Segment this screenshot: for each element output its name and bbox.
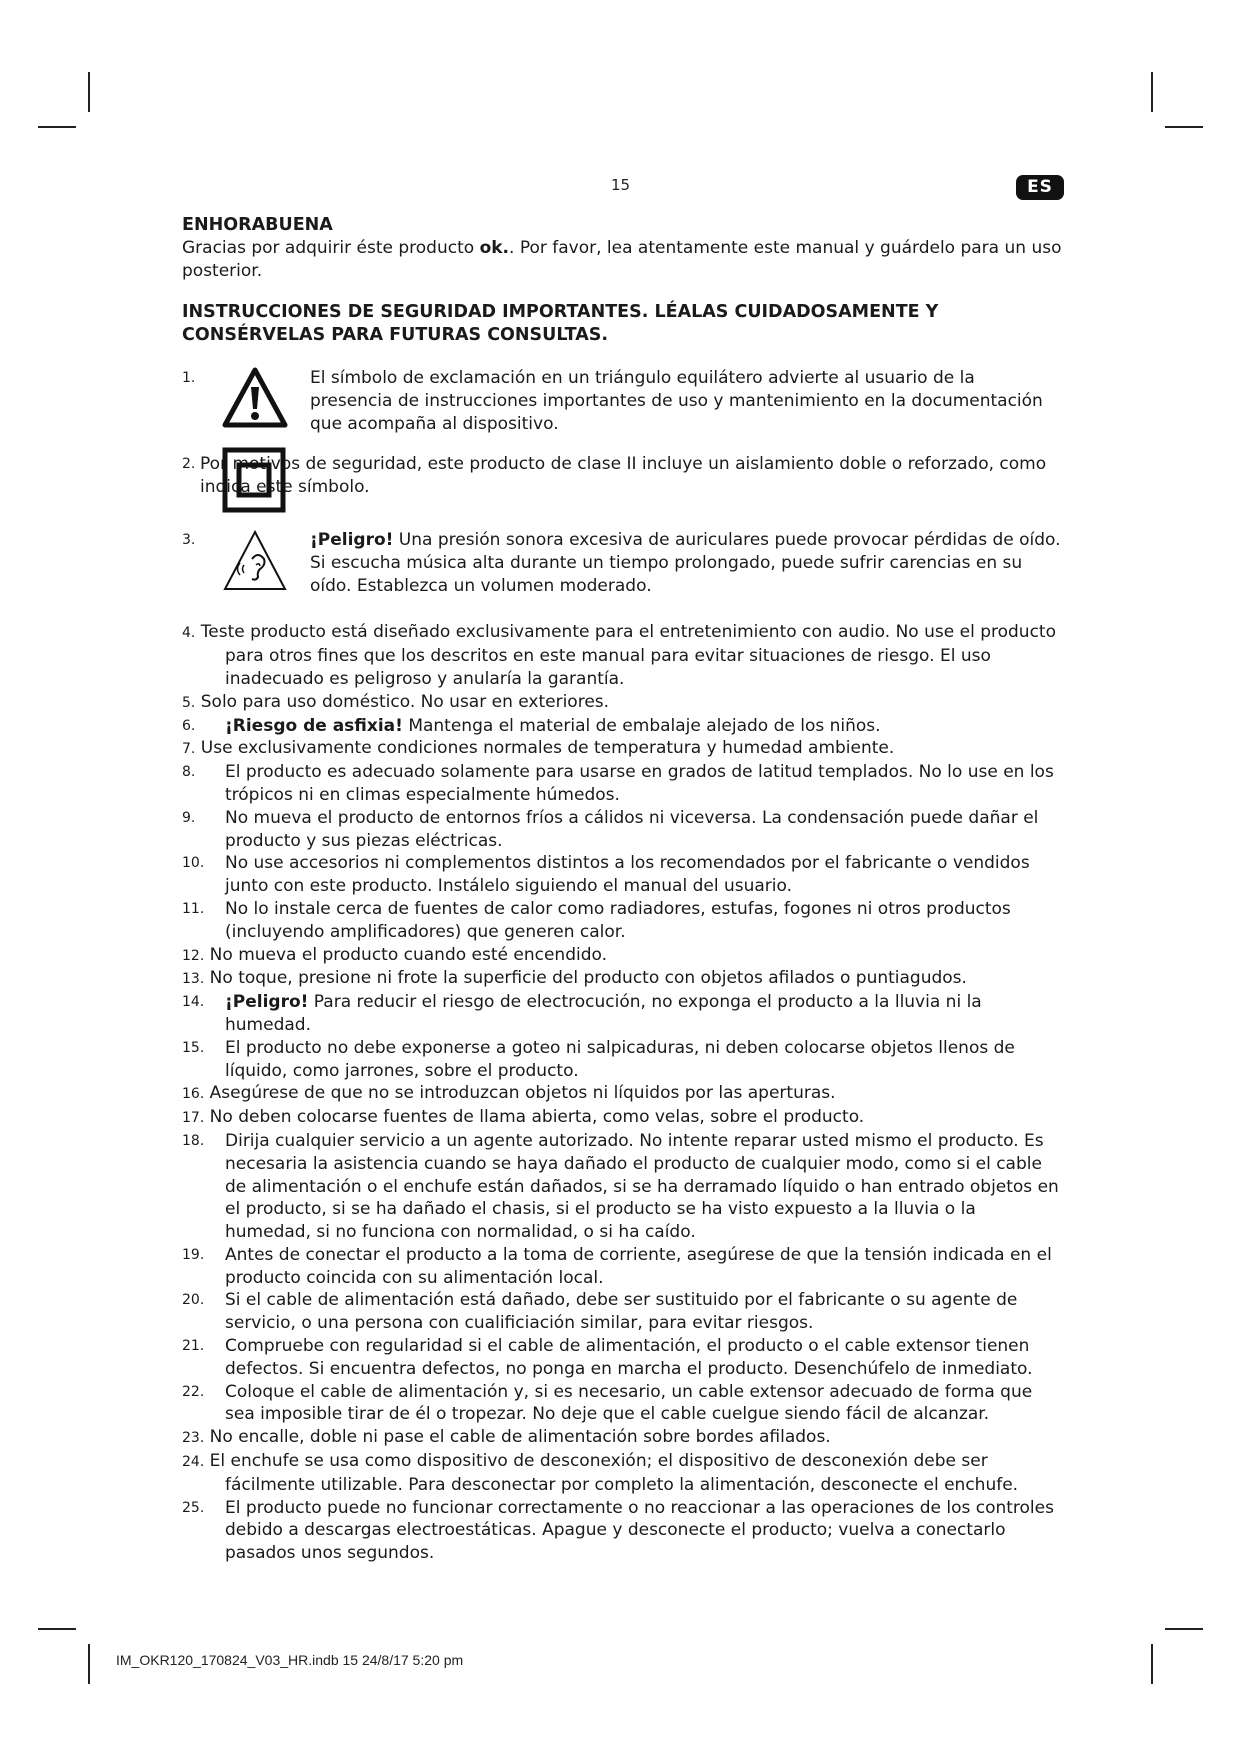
item-number: 10. (182, 855, 205, 872)
item-number: 11. (182, 900, 205, 917)
crop-mark (1165, 1628, 1203, 1630)
safety-item-13 (182, 967, 1062, 991)
crop-mark (38, 126, 76, 128)
item-number: 14. (182, 994, 205, 1011)
danger-label: ¡Peligro! (310, 530, 394, 551)
safety-item-20 (182, 1289, 1062, 1335)
safety-item-3 (182, 529, 1062, 601)
safety-item-7 (182, 737, 1062, 761)
safety-list (182, 621, 1062, 1565)
safety-item-22 (182, 1381, 1062, 1427)
page-number: 15 (610, 176, 631, 194)
intro-paragraph (182, 237, 1062, 283)
safety-item-5 (182, 691, 1062, 715)
item-number: 21. (182, 1338, 205, 1355)
item-number: 16. (182, 1086, 205, 1103)
item-number: 5. (182, 694, 196, 711)
crop-mark (1165, 126, 1203, 128)
safety-item-23 (182, 1426, 1062, 1450)
safety-item-19 (182, 1244, 1062, 1290)
item-text (182, 691, 1062, 715)
crop-mark (88, 72, 90, 112)
item-number: 13. (182, 971, 205, 988)
item-text (182, 967, 1062, 991)
brand-name: ok. (479, 237, 510, 258)
safety-item-17 (182, 1106, 1062, 1130)
item-text-body: de seguridad, este producto de clase II incluye un aislamiento doble o reforzado, como indica este símbolo. (200, 454, 1047, 498)
safety-item-21 (182, 1335, 1062, 1381)
item-text (200, 453, 1062, 499)
safety-item-6 (182, 715, 1062, 738)
item-text-body: No mueva el producto de entornos fríos a cálidos ni viceversa. La condensación puede dañar el producto y sus piezas eléctricas. (225, 807, 1039, 851)
item-number: 18. (182, 1132, 205, 1149)
item-text-body: No encalle, doble ni pase el cable de alimentación sobre bordes afilados. (209, 1427, 831, 1448)
item-text (182, 1450, 1062, 1497)
item-number: 4. (182, 625, 196, 642)
item-text (182, 944, 1062, 968)
warning-label: ¡Riesgo de asfixia! (225, 715, 403, 736)
item-text-body: Una presión sonora excesiva de auriculares puede provocar pérdidas de oído. Si escucha música alta durante un tiempo prolongado, puede sufrir carencias en su oído. Establezca un volumen moderado. (310, 530, 1061, 596)
item-number: 24. (182, 1454, 205, 1471)
item-number: 20. (182, 1292, 205, 1309)
crop-mark (1151, 72, 1153, 112)
safety-item-9 (182, 807, 1062, 853)
item-text-body: Antes de conectar el producto a la toma de corriente, asegúrese de que la tensión indicada en el producto coincida con su alimentación local. (225, 1244, 1052, 1288)
item-number: 8. (182, 764, 196, 781)
item-number: 17. (182, 1110, 205, 1127)
item-text (182, 621, 1062, 690)
item-text-body: Coloque el cable de alimentación y, si es necesario, un cable extensor adecuado de forma que sea imposible tirar de él o tropezar. No deje que el cable cuelgue siendo fácil de alcanzar. (225, 1381, 1033, 1425)
item-number: 6. (182, 717, 196, 734)
item-text-body: Solo para uso doméstico. No usar en exteriores. (200, 691, 610, 712)
item-text-body: Use exclusivamente condiciones normales de temperatura y humedad ambiente. (200, 738, 895, 759)
item-number: 2. (182, 456, 196, 473)
item-text (182, 737, 1062, 761)
item-text-body: No deben colocarse fuentes de llama abierta, como velas, sobre el producto. (209, 1107, 865, 1128)
item-text-body: No mueva el producto cuando esté encendido. (209, 944, 608, 965)
item-number: 23. (182, 1430, 205, 1447)
item-text (182, 1106, 1062, 1130)
safety-heading: INSTRUCCIONES DE SEGURIDAD IMPORTANTES. LÉALAS CUIDADOSAMENTE Y CONSÉRVELAS PARA FUTURAS CONSULTAS. (182, 302, 939, 346)
language-badge: ES (1016, 175, 1064, 200)
warning-triangle-icon (222, 367, 288, 436)
crop-mark (88, 1644, 90, 1684)
item-number: 22. (182, 1383, 205, 1400)
crop-mark (1151, 1644, 1153, 1684)
safety-item-15 (182, 1037, 1062, 1083)
safety-item-25 (182, 1497, 1062, 1565)
item-number: 15. (182, 1039, 205, 1056)
intro-heading: ENHORABUENA (182, 215, 333, 235)
item-text-body: El enchufe se usa como dispositivo de desconexión; el dispositivo de desconexión debe ser fácilmente utilizable. Para desconectar por completo la alimentación, desconecte el enchufe. (209, 1451, 1019, 1495)
safety-item-11 (182, 898, 1062, 944)
item-number: 12. (182, 947, 205, 964)
safety-item-2 (182, 453, 1062, 515)
crop-mark (38, 1628, 76, 1630)
safety-item-16 (182, 1082, 1062, 1106)
item-text: El símbolo de exclamación en un triángulo equilátero advierte al usuario de la presencia de instrucciones importantes de uso y mantenimiento en la documentación que acompaña al dispositivo. (310, 367, 1043, 434)
item-text-body: El producto puede no funcionar correctamente o no reaccionar a las operaciones de los controles debido a descargas electroestáticas. Apague y desconecte el producto; vuelva a conectarlo pasados unos segundos. (225, 1497, 1054, 1564)
safety-item-10 (182, 852, 1062, 898)
hearing-warning-icon (222, 529, 288, 600)
item-number: 9. (182, 809, 196, 826)
print-footer: IM_OKR120_170824_V03_HR.indb 15 24/8/17 5:20 pm (116, 1652, 464, 1668)
item-text-body: Si el cable de alimentación está dañado, debe ser sustituido por el fabricante o su agente de servicio, o una persona con cualificiación similar, para evitar riesgos. (225, 1290, 1018, 1334)
double-insulation-icon (222, 447, 286, 520)
item-text-body: El producto es adecuado solamente para usarse en grados de latitud templados. No lo use en los trópicos ni en climas especialmente húmedos. (225, 762, 1054, 805)
item-text-body: No toque, presione ni frote la superficie del producto con objetos afilados o puntiagudos. (209, 968, 967, 989)
item-text-body: Asegúrese de que no se introduzcan objetos ni líquidos por las aperturas. (209, 1083, 836, 1104)
item-text (310, 529, 1062, 597)
intro-text: Gracias por adquirir éste producto (182, 237, 480, 258)
item-prefix: Por motivos (200, 454, 301, 475)
intro-text: . Por favor, lea atentamente este manual y guárdelo para un uso posterior. (182, 237, 1062, 281)
item-text-body: No use accesorios ni complementos distintos a los recomendados por el fabricante o vendidos junto con este producto. Instálelo siguiendo el manual del usuario. (225, 853, 1030, 897)
safety-item-14 (182, 991, 1062, 1037)
item-number: 19. (182, 1246, 205, 1263)
safety-item-8 (182, 761, 1062, 807)
item-number: 25. (182, 1499, 205, 1516)
item-text-body: Teste producto está diseñado exclusivamente para el entretenimiento con audio. No use el producto para otros fines que los descritos en este manual para evitar situaciones de riesgo. El uso inadecuado es peligroso y anularía la garantía. (200, 622, 1056, 689)
item-number: 3. (182, 532, 196, 549)
item-text-body: No lo instale cerca de fuentes de calor como radiadores, estufas, fogones ni otros productos (incluyendo amplificadores) que generen calor. (225, 898, 1011, 942)
main-content (182, 214, 1062, 1565)
item-text-body: El producto no debe exponerse a goteo ni salpicaduras, ni deben colocarse objetos llenos de líquido, como jarrones, sobre el producto. (225, 1037, 1015, 1081)
warning-label: ¡Peligro! (225, 992, 309, 1013)
safety-item-4 (182, 621, 1062, 690)
item-number: 1. (182, 369, 196, 386)
item-number: 7. (182, 741, 196, 758)
item-text-body: Para reducir el riesgo de electrocución, no exponga el producto a la lluvia ni la humedad. (225, 992, 982, 1035)
safety-item-24 (182, 1450, 1062, 1497)
item-text-body: Dirija cualquier servicio a un agente autorizado. No intente reparar usted mismo el producto. Es necesaria la asistencia cuando se haya dañado el producto de cualquier modo, como si el cable de alimentación o el enchufe están dañados, si se ha derramado líquido o han entrado objetos en el producto, si se ha dañado el chasis, si el producto se ha visto expuesto a la lluvia o la humedad, si no funciona con normalidad, o si ha caído. (225, 1130, 1059, 1243)
item-text (182, 1082, 1062, 1106)
safety-item-1 (182, 367, 1062, 435)
item-text (182, 1426, 1062, 1450)
item-text-body: Mantenga el material de embalaje alejado de los niños. (402, 715, 881, 736)
safety-item-18 (182, 1130, 1062, 1244)
item-text-body: Compruebe con regularidad si el cable de alimentación, el producto o el cable extensor tienen defectos. Si encuentra defectos, no ponga en marcha el producto. Desenchúfelo de inmediato. (225, 1336, 1033, 1379)
safety-item-12 (182, 944, 1062, 968)
